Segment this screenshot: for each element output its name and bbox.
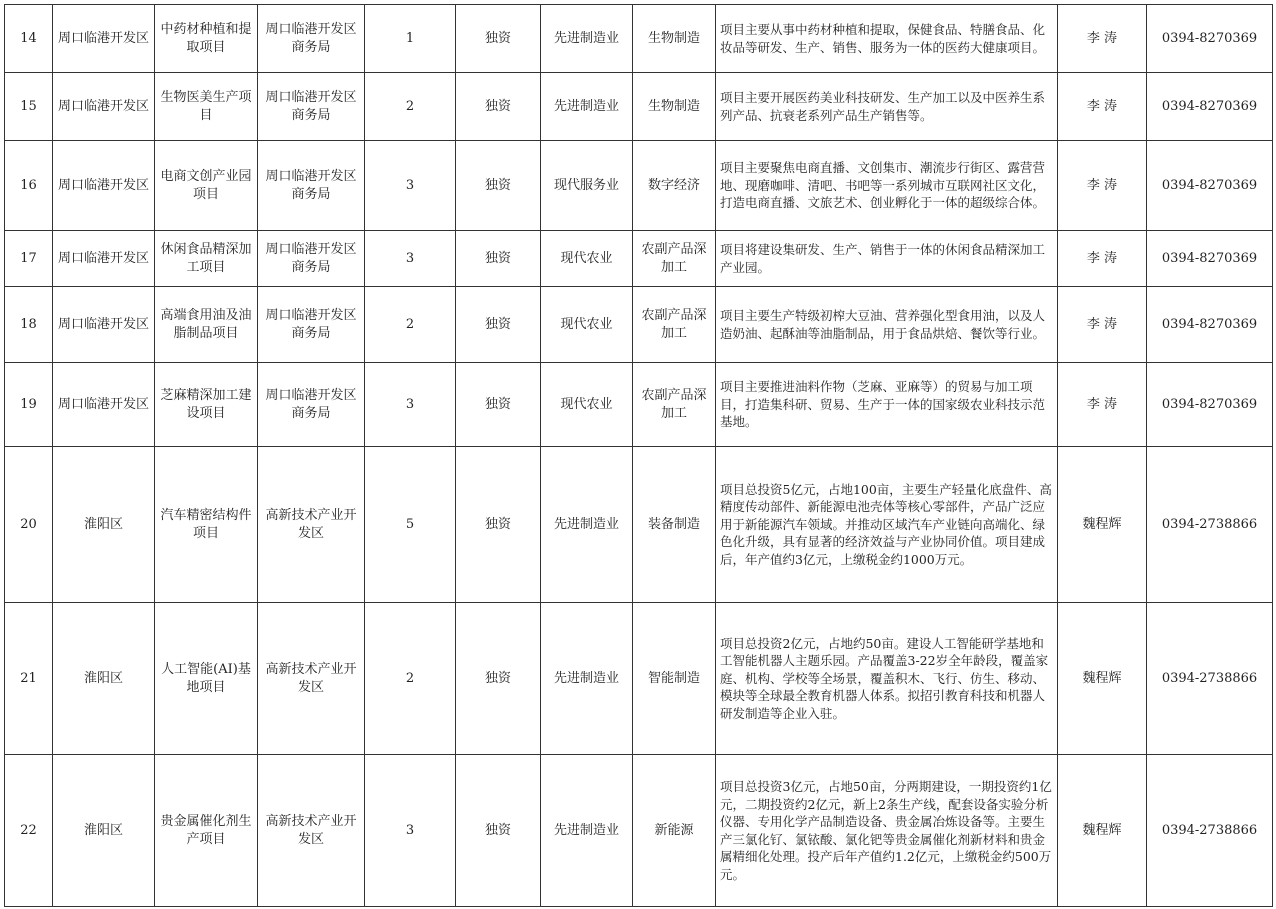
industry-cell: 先进制造业 — [541, 5, 633, 73]
row-number: 16 — [5, 141, 53, 231]
contact-person-cell: 李 涛 — [1058, 363, 1147, 447]
cooperation-mode-cell: 独资 — [456, 141, 541, 231]
contact-person-cell: 李 涛 — [1058, 141, 1147, 231]
project-name-cell: 人工智能(AI)基地项目 — [155, 603, 258, 755]
region-cell: 周口临港开发区 — [53, 5, 155, 73]
industry-cell: 先进制造业 — [541, 755, 633, 907]
sector-cell: 农副产品深加工 — [633, 231, 716, 287]
cooperation-mode-cell: 独资 — [456, 363, 541, 447]
industry-cell: 现代农业 — [541, 231, 633, 287]
project-name-cell: 休闲食品精深加工项目 — [155, 231, 258, 287]
phone-cell: 0394-8270369 — [1147, 287, 1273, 363]
table-row — [5, 5, 1273, 73]
row-number: 22 — [5, 755, 53, 907]
table-row — [5, 287, 1273, 363]
contact-person-cell: 魏程辉 — [1058, 603, 1147, 755]
phone-cell: 0394-8270369 — [1147, 5, 1273, 73]
project-name-cell: 芝麻精深加工建设项目 — [155, 363, 258, 447]
description-cell: 项目主要聚焦电商直播、文创集市、潮流步行街区、露营营地、现磨咖啡、清吧、书吧等一系列城市互联网社区文化，打造电商直播、文旅艺术、创业孵化于一体的超级综合体。 — [716, 141, 1058, 231]
responsible-unit-cell: 周口临港开发区商务局 — [258, 141, 365, 231]
industry-cell: 现代农业 — [541, 287, 633, 363]
phone-cell: 0394-8270369 — [1147, 231, 1273, 287]
investment-amount-cell: 3 — [365, 141, 456, 231]
table-row — [5, 73, 1273, 141]
contact-person-cell: 李 涛 — [1058, 5, 1147, 73]
cooperation-mode-cell: 独资 — [456, 287, 541, 363]
investment-amount-cell: 2 — [365, 603, 456, 755]
project-name-cell: 中药材种植和提取项目 — [155, 5, 258, 73]
table-row — [5, 231, 1273, 287]
project-name-cell: 高端食用油及油脂制品项目 — [155, 287, 258, 363]
project-name-cell: 生物医美生产项目 — [155, 73, 258, 141]
investment-amount-cell: 2 — [365, 73, 456, 141]
responsible-unit-cell: 周口临港开发区商务局 — [258, 5, 365, 73]
responsible-unit-cell: 周口临港开发区商务局 — [258, 363, 365, 447]
region-cell: 周口临港开发区 — [53, 141, 155, 231]
row-number: 14 — [5, 5, 53, 73]
investment-amount-cell: 3 — [365, 755, 456, 907]
responsible-unit-cell: 高新技术产业开发区 — [258, 755, 365, 907]
row-number: 20 — [5, 447, 53, 603]
table-row — [5, 141, 1273, 231]
region-cell: 周口临港开发区 — [53, 73, 155, 141]
description-cell: 项目主要从事中药材种植和提取，保健食品、特膳食品、化妆品等研发、生产、销售、服务为一体的医药大健康项目。 — [716, 5, 1058, 73]
phone-cell: 0394-2738866 — [1147, 755, 1273, 907]
industry-cell: 先进制造业 — [541, 603, 633, 755]
contact-person-cell: 魏程辉 — [1058, 755, 1147, 907]
investment-amount-cell: 1 — [365, 5, 456, 73]
region-cell: 周口临港开发区 — [53, 231, 155, 287]
responsible-unit-cell: 周口临港开发区商务局 — [258, 231, 365, 287]
phone-cell: 0394-8270369 — [1147, 141, 1273, 231]
region-cell: 淮阳区 — [53, 603, 155, 755]
cooperation-mode-cell: 独资 — [456, 755, 541, 907]
description-cell: 项目主要开展医药美业科技研发、生产加工以及中医养生系列产品、抗衰老系列产品生产销售等。 — [716, 73, 1058, 141]
description-cell: 项目总投资3亿元，占地50亩，分两期建设，一期投资约1亿元，二期投资约2亿元，新上2条生产线，配套设备实验分析仪器、专用化学产品制造设备、贵金属冶炼设备等。主要生产三氯化钌、氯铱酸、氯化钯等贵金属催化剂新材料和贵金属精细化处理。投产后年产值约1.2亿元，上缴税金约500万元。 — [716, 755, 1058, 907]
phone-cell: 0394-8270369 — [1147, 73, 1273, 141]
row-number: 21 — [5, 603, 53, 755]
table-row — [5, 603, 1273, 755]
cooperation-mode-cell: 独资 — [456, 447, 541, 603]
description-cell: 项目主要生产特级初榨大豆油、营养强化型食用油，以及人造奶油、起酥油等油脂制品，用于食品烘焙、餐饮等行业。 — [716, 287, 1058, 363]
row-number: 18 — [5, 287, 53, 363]
row-number: 17 — [5, 231, 53, 287]
cooperation-mode-cell: 独资 — [456, 73, 541, 141]
contact-person-cell: 李 涛 — [1058, 231, 1147, 287]
row-number: 19 — [5, 363, 53, 447]
industry-cell: 现代农业 — [541, 363, 633, 447]
sector-cell: 生物制造 — [633, 5, 716, 73]
project-name-cell: 贵金属催化剂生产项目 — [155, 755, 258, 907]
responsible-unit-cell: 周口临港开发区商务局 — [258, 73, 365, 141]
project-table — [4, 4, 1273, 907]
region-cell: 淮阳区 — [53, 447, 155, 603]
sector-cell: 智能制造 — [633, 603, 716, 755]
phone-cell: 0394-8270369 — [1147, 363, 1273, 447]
phone-cell: 0394-2738866 — [1147, 603, 1273, 755]
investment-amount-cell: 2 — [365, 287, 456, 363]
description-cell: 项目将建设集研发、生产、销售于一体的休闲食品精深加工产业园。 — [716, 231, 1058, 287]
project-name-cell: 汽车精密结构件项目 — [155, 447, 258, 603]
cooperation-mode-cell: 独资 — [456, 5, 541, 73]
phone-cell: 0394-2738866 — [1147, 447, 1273, 603]
sector-cell: 装备制造 — [633, 447, 716, 603]
table-row — [5, 363, 1273, 447]
contact-person-cell: 魏程辉 — [1058, 447, 1147, 603]
investment-amount-cell: 3 — [365, 363, 456, 447]
region-cell: 周口临港开发区 — [53, 363, 155, 447]
contact-person-cell: 李 涛 — [1058, 287, 1147, 363]
table-row — [5, 447, 1273, 603]
sector-cell: 农副产品深加工 — [633, 363, 716, 447]
sector-cell: 生物制造 — [633, 73, 716, 141]
responsible-unit-cell: 高新技术产业开发区 — [258, 447, 365, 603]
row-number: 15 — [5, 73, 53, 141]
responsible-unit-cell: 周口临港开发区商务局 — [258, 287, 365, 363]
cooperation-mode-cell: 独资 — [456, 603, 541, 755]
sector-cell: 数字经济 — [633, 141, 716, 231]
region-cell: 淮阳区 — [53, 755, 155, 907]
project-name-cell: 电商文创产业园项目 — [155, 141, 258, 231]
contact-person-cell: 李 涛 — [1058, 73, 1147, 141]
description-cell: 项目总投资2亿元，占地约50亩。建设人工智能研学基地和工智能机器人主题乐园。产品覆盖3-22岁全年龄段，覆盖家庭、机构、学校等全场景，覆盖积木、飞行、仿生、移动、模块等全球最全教育机器人体系。拟招引教育科技和机器人研发制造等企业入驻。 — [716, 603, 1058, 755]
investment-amount-cell: 5 — [365, 447, 456, 603]
region-cell: 周口临港开发区 — [53, 287, 155, 363]
sector-cell: 农副产品深加工 — [633, 287, 716, 363]
description-cell: 项目主要推进油料作物（芝麻、亚麻等）的贸易与加工项目，打造集科研、贸易、生产于一体的国家级农业科技示范基地。 — [716, 363, 1058, 447]
table-row — [5, 755, 1273, 907]
sector-cell: 新能源 — [633, 755, 716, 907]
responsible-unit-cell: 高新技术产业开发区 — [258, 603, 365, 755]
cooperation-mode-cell: 独资 — [456, 231, 541, 287]
industry-cell: 现代服务业 — [541, 141, 633, 231]
industry-cell: 先进制造业 — [541, 73, 633, 141]
description-cell: 项目总投资5亿元，占地100亩，主要生产轻量化底盘件、高精度传动部件、新能源电池壳体等核心零部件，产品广泛应用于新能源汽车领域。并推动区域汽车产业链向高端化、绿色化升级，具有显著的经济效益与产业协同价值。项目建成后，年产值约3亿元，上缴税金约1000万元。 — [716, 447, 1058, 603]
investment-amount-cell: 3 — [365, 231, 456, 287]
industry-cell: 先进制造业 — [541, 447, 633, 603]
